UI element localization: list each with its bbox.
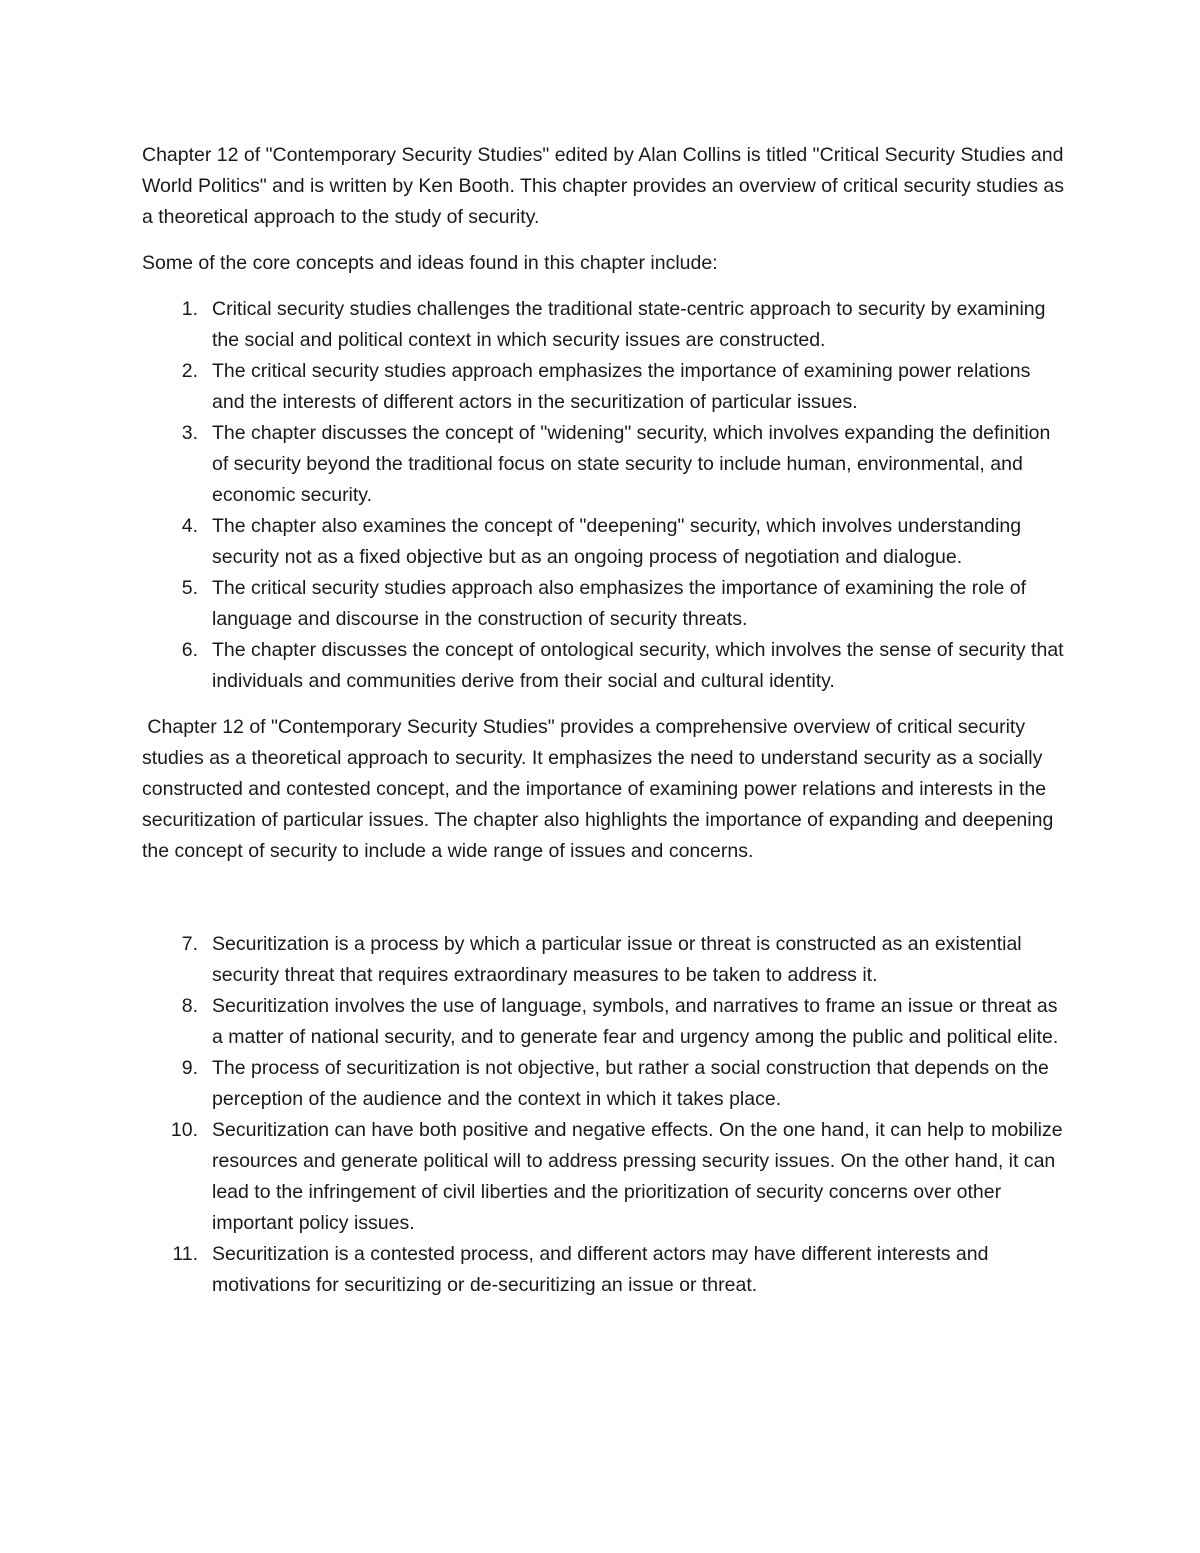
list-item-number: 2. [181,360,198,382]
list-item-text: Securitization involves the use of language, symbols, and narratives to frame an issue or threat as a matter of national security, and to generate fear and urgency among the public and political elite. [212,995,1059,1048]
list-item-number: 3. [181,422,198,444]
list-item-text: The chapter also examines the concept of "deepening" security, which involves understanding security not as a fixed objective but as an ongoing process of negotiation and dialogue. [212,515,1022,568]
list-item [142,635,1067,697]
list-item-number: 1. [181,298,198,320]
securitization-list [142,929,1067,1301]
list-item-text: The critical security studies approach emphasizes the importance of examining power relations and the interests of different actors in the securitization of particular issues. [212,360,1031,413]
list-item [142,1115,1067,1239]
list-item-text: Securitization can have both positive and negative effects. On the one hand, it can help to mobilize resources and generate political will to address pressing security issues. On the other hand, it can lead to the infringement of civil liberties and the prioritization of security concerns over other important policy issues. [212,1119,1063,1234]
list-item-text: Securitization is a process by which a particular issue or threat is constructed as an existential security threat that requires extraordinary measures to be taken to address it. [212,933,1022,986]
list-item-text: The chapter discusses the concept of "widening" security, which involves expanding the definition of security beyond the traditional focus on state security to include human, environmental, and economic security. [212,422,1051,506]
list-item [142,418,1067,511]
list-item-text: Critical security studies challenges the traditional state-centric approach to security by examining the social and political context in which security issues are constructed. [212,298,1046,351]
section-spacer [142,867,1067,929]
lead-paragraph: Some of the core concepts and ideas found in this chapter include: [142,252,718,274]
list-item [142,356,1067,418]
list-item-number: 9. [181,1057,198,1079]
list-item-number: 6. [181,639,198,661]
list-item-number: 10. [170,1119,198,1141]
document-body [142,140,1070,1301]
core-concepts-list [142,294,1067,697]
list-item [142,294,1067,356]
list-item-number: 5. [181,577,198,599]
list-item-text: The critical security studies approach also emphasizes the importance of examining the role of language and discourse in the construction of security threats. [212,577,1026,630]
list-item-number: 8. [181,995,198,1017]
intro-paragraph: Chapter 12 of "Contemporary Security Studies" edited by Alan Collins is titled "Critical Security Studies and World Politics" and is written by Ken Booth. This chapter provides an overview of critical security studies as a theoretical approach to the study of security. [142,144,1070,228]
list-item-text: Securitization is a contested process, and different actors may have different interests and motivations for securitizing or de-securitizing an issue or threat. [212,1243,989,1296]
summary-paragraph: Chapter 12 of "Contemporary Security Studies" provides a comprehensive overview of critical security studies as a theoretical approach to security. It emphasizes the need to understand security as a socially constructed and contested concept, and the importance of examining power relations and interests in the securitization of particular issues. The chapter also highlights the importance of expanding and deepening the concept of security to include a wide range of issues and concerns. [142,716,1059,862]
list-item-number: 4. [181,515,198,537]
list-item [142,991,1067,1053]
list-item [142,573,1067,635]
list-item-number: 7. [181,933,198,955]
list-item [142,929,1067,991]
list-item-number: 11. [172,1243,198,1265]
list-item [142,1053,1067,1115]
list-item [142,511,1067,573]
list-item-text: The process of securitization is not objective, but rather a social construction that depends on the perception of the audience and the context in which it takes place. [212,1057,1049,1110]
list-item-text: The chapter discusses the concept of ontological security, which involves the sense of security that individuals and communities derive from their social and cultural identity. [212,639,1064,692]
list-item [142,1239,1067,1301]
